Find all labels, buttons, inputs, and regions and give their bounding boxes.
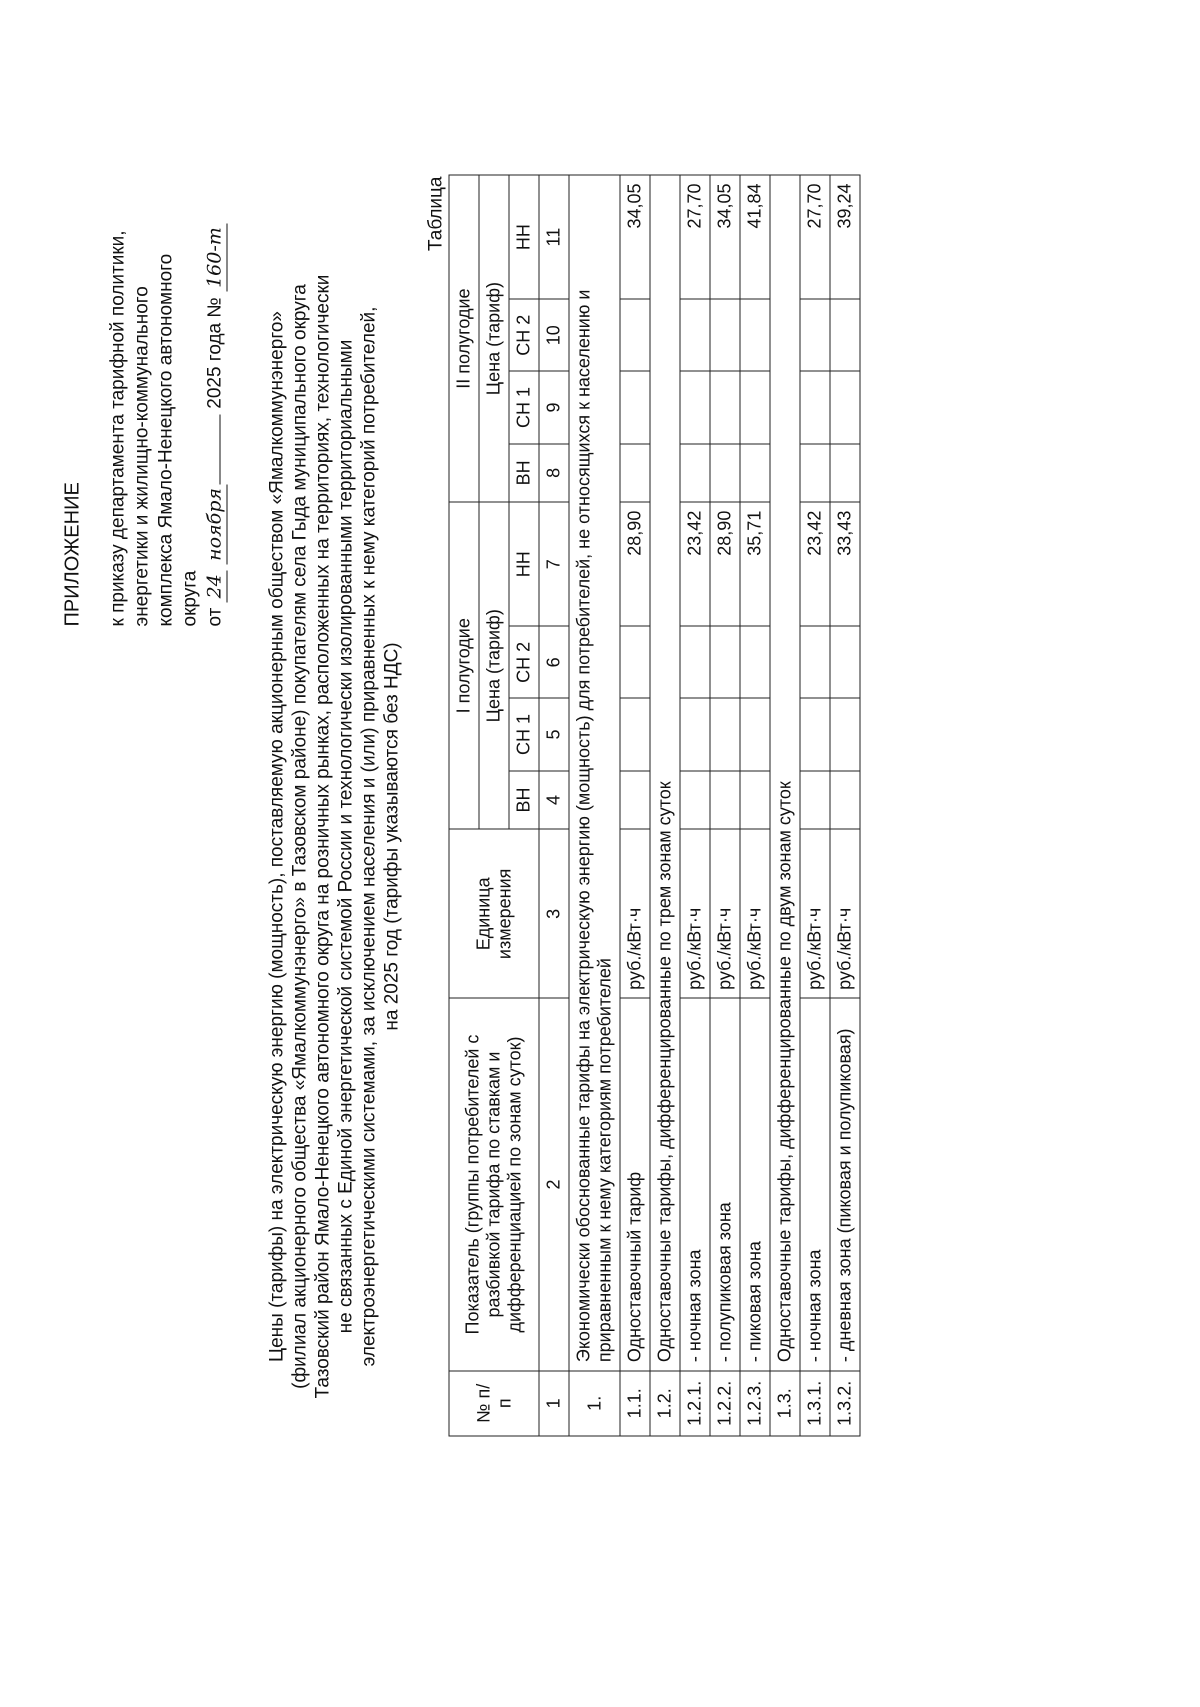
tariff-cell-h2: 39,24 xyxy=(830,175,860,299)
date-month: ноября xyxy=(203,484,228,565)
row-number: 1.2.2. xyxy=(710,1371,740,1436)
tariff-cell-h1 xyxy=(800,771,830,830)
tariff-cell-h2 xyxy=(680,444,710,503)
date-prefix: от xyxy=(204,607,226,627)
tariff-cell-h1: 23,42 xyxy=(800,502,830,626)
row-number: 1.3.1. xyxy=(800,1371,830,1436)
tariff-cell-h2 xyxy=(800,444,830,503)
appendix-block xyxy=(61,87,228,627)
date-blank xyxy=(220,414,221,484)
tariff-cell-h2 xyxy=(800,299,830,371)
column-number: 3 xyxy=(539,829,569,998)
heading-line: электроэнергетическими системами, за исключением населения и (или) приравненных к нему категорий потребителей, xyxy=(358,306,380,1367)
heading-line: (филиал акционерного общества «Ямалкоммунэнерго» в Тазовском районе) покупателям села Гыда муниципального округа xyxy=(289,284,311,1389)
tariff-cell-h2 xyxy=(680,371,710,443)
header-num: № п/п xyxy=(449,1371,539,1436)
tariff-cell-h1 xyxy=(800,698,830,770)
tariff-cell-h2 xyxy=(680,299,710,371)
tariff-cell-h2 xyxy=(830,444,860,503)
tariff-cell-h1 xyxy=(740,771,770,830)
tariff-cell-h1 xyxy=(680,771,710,830)
header-level-vn: ВН xyxy=(509,771,539,830)
header-unit: Единица измерения xyxy=(449,829,539,998)
appendix-line: комплекса Ямало-Ненецкого автономного xyxy=(155,253,177,627)
appendix-line: к приказу департамента тарифной политики, xyxy=(107,230,129,627)
tariff-cell-h2: 27,70 xyxy=(800,175,830,299)
header-half1: I полугодие xyxy=(449,502,479,829)
indicator-cell: - ночная зона xyxy=(800,998,830,1370)
column-number: 8 xyxy=(539,444,569,503)
tariff-cell-h1 xyxy=(830,771,860,830)
header-level-nn: НН xyxy=(509,502,539,626)
tariff-cell-h2 xyxy=(710,299,740,371)
table-row xyxy=(830,175,860,1436)
unit-cell: руб./кВт·ч xyxy=(740,829,770,998)
unit-cell: руб./кВт·ч xyxy=(830,829,860,998)
row-number: 1. xyxy=(569,1371,620,1436)
column-number: 2 xyxy=(539,998,569,1370)
tariff-cell-h2 xyxy=(620,299,650,371)
tariff-cell-h1 xyxy=(680,626,710,698)
row-number: 1.2.1. xyxy=(680,1371,710,1436)
heading-line: на 2025 год (тарифы указываются без НДС) xyxy=(381,642,403,1031)
row-number: 1.2. xyxy=(650,1371,680,1436)
tariff-cell-h2 xyxy=(710,444,740,503)
header-level-vn: ВН xyxy=(509,444,539,503)
header-price-half2: Цена (тариф) xyxy=(479,175,509,502)
table-body xyxy=(569,175,860,1436)
tariff-cell-h1 xyxy=(830,626,860,698)
order-number: 160-т xyxy=(203,223,228,292)
table-row xyxy=(680,175,710,1436)
table-row xyxy=(620,175,650,1436)
appendix-line: округа xyxy=(179,570,201,627)
appendix-title: ПРИЛОЖЕНИЕ xyxy=(61,482,84,627)
header-level-sn2: СН 2 xyxy=(509,299,539,371)
column-number: 10 xyxy=(539,299,569,371)
order-date-line xyxy=(203,87,228,627)
section-title: Одноставочные тарифы, дифференцированные по трем зонам суток xyxy=(650,175,680,1371)
tariff-cell-h1 xyxy=(710,771,740,830)
tariff-cell-h1: 23,42 xyxy=(680,502,710,626)
table-row xyxy=(710,175,740,1436)
tariff-cell-h1: 35,71 xyxy=(740,502,770,626)
section-row xyxy=(569,175,620,1436)
tariff-cell-h1 xyxy=(710,626,740,698)
column-number: 9 xyxy=(539,371,569,443)
indicator-cell: - дневная зона (пиковая и полупиковая) xyxy=(830,998,860,1370)
tariff-cell-h2 xyxy=(740,444,770,503)
rotated-document-page xyxy=(1,0,1200,1707)
header-level-sn2: СН 2 xyxy=(509,626,539,698)
row-number: 1.3. xyxy=(770,1371,800,1436)
row-number: 1.2.3. xyxy=(740,1371,770,1436)
tariff-cell-h2 xyxy=(620,371,650,443)
tariff-cell-h1: 28,90 xyxy=(620,502,650,626)
header-level-sn1: СН 1 xyxy=(509,371,539,443)
row-number: 1.1. xyxy=(620,1371,650,1436)
table-row xyxy=(800,175,830,1436)
section-row xyxy=(770,175,800,1436)
header-level-sn1: СН 1 xyxy=(509,698,539,770)
column-number: 7 xyxy=(539,502,569,626)
indicator-cell: - пиковая зона xyxy=(740,998,770,1370)
column-number: 6 xyxy=(539,626,569,698)
section-title: Экономически обоснованные тарифы на электрическую энергию (мощность) для потребителей, не относящихся к населению и приравненным к нему категориям потребителей xyxy=(569,175,620,1371)
tariff-cell-h1 xyxy=(680,698,710,770)
tariff-cell-h1 xyxy=(620,698,650,770)
tariff-cell-h1 xyxy=(710,698,740,770)
document-heading xyxy=(266,167,404,1507)
section-title: Одноставочные тарифы, дифференцированные по двум зонам суток xyxy=(770,175,800,1371)
table-row xyxy=(740,175,770,1436)
tariff-cell-h2: 27,70 xyxy=(680,175,710,299)
tariff-cell-h1 xyxy=(800,626,830,698)
unit-cell: руб./кВт·ч xyxy=(800,829,830,998)
tariff-cell-h1 xyxy=(740,698,770,770)
indicator-cell: - ночная зона xyxy=(680,998,710,1370)
tariff-cell-h2: 41,84 xyxy=(740,175,770,299)
indicator-cell: - полупиковая зона xyxy=(710,998,740,1370)
tariff-cell-h1: 28,90 xyxy=(710,502,740,626)
heading-line: Цены (тарифы) на электрическую энергию (мощность), поставляемую акционерным обществом «Ямалкоммунэнерго» xyxy=(266,311,288,1362)
heading-line: Тазовский район Ямало-Ненецкого автономного округа на розничных рынках, расположенных на территориях, технологически xyxy=(312,274,334,1399)
header-price-half1: Цена (тариф) xyxy=(479,502,509,829)
tariff-cell-h1: 33,43 xyxy=(830,502,860,626)
tariff-cell-h1 xyxy=(620,626,650,698)
unit-cell: руб./кВт·ч xyxy=(680,829,710,998)
column-number: 1 xyxy=(539,1371,569,1436)
tariff-cell-h2 xyxy=(800,371,830,443)
column-number: 11 xyxy=(539,175,569,299)
heading-line: не связанных с Единой энергетической системой России и технологически изолированными территориальными xyxy=(335,339,357,1334)
unit-cell: руб./кВт·ч xyxy=(620,829,650,998)
tariff-cell-h2 xyxy=(740,299,770,371)
tariff-cell-h2 xyxy=(830,371,860,443)
header-half2: II полугодие xyxy=(449,175,479,502)
date-year: 2025 года № xyxy=(204,297,226,409)
tariff-cell-h2 xyxy=(740,371,770,443)
tariff-cell-h2: 34,05 xyxy=(620,175,650,299)
tariff-cell-h2 xyxy=(620,444,650,503)
tariff-cell-h1 xyxy=(740,626,770,698)
tariff-cell-h1 xyxy=(620,771,650,830)
header-indicator: Показатель (группы потребителей с разбивкой тарифа по ставкам и дифференциацией по зонам суток) xyxy=(449,998,539,1370)
column-number-row xyxy=(539,175,569,1436)
section-row xyxy=(650,175,680,1436)
tariff-cell-h2: 34,05 xyxy=(710,175,740,299)
tariff-cell-h2 xyxy=(830,299,860,371)
tariff-cell-h1 xyxy=(830,698,860,770)
column-number: 4 xyxy=(539,771,569,830)
date-day: 24 xyxy=(203,570,228,602)
header-level-nn: НН xyxy=(509,175,539,299)
unit-cell: руб./кВт·ч xyxy=(710,829,740,998)
column-number: 5 xyxy=(539,698,569,770)
tariff-table xyxy=(449,175,861,1437)
indicator-cell: Одноставочный тариф xyxy=(620,998,650,1370)
row-number: 1.3.2. xyxy=(830,1371,860,1436)
tariff-cell-h2 xyxy=(710,371,740,443)
table-caption: Таблица xyxy=(425,176,447,251)
appendix-line: энергетики и жилищно-коммунального xyxy=(131,286,153,627)
